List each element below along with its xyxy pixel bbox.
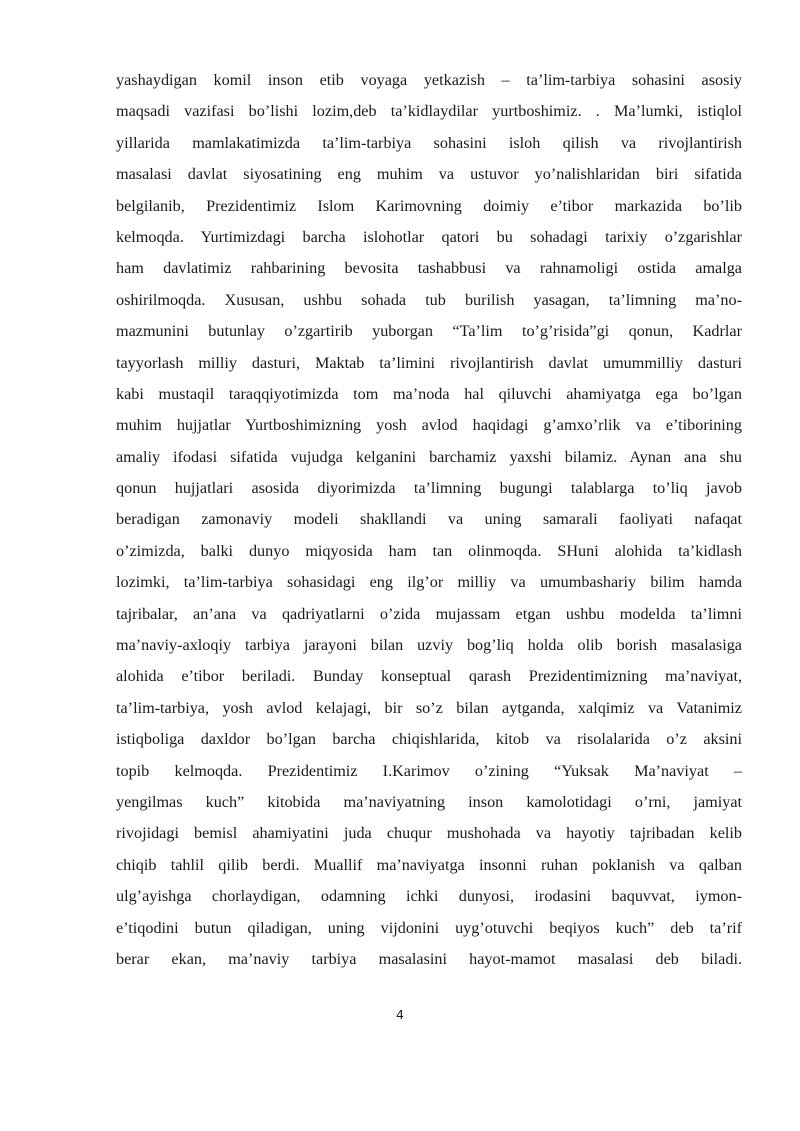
text-line: kelmoqda. Yurtimizdagi barcha islohotlar qatori bu sohadagi tarixiy o’zgarishlar — [116, 227, 742, 246]
text-line: berar ekan, ma’naviy tarbiya masalasini hayot-mamot masalasi deb biladi. — [116, 949, 742, 968]
text-line: belgilanib, Prezidentimiz Islom Karimovning doimiy e’tibor markazida bo’lib — [116, 196, 742, 215]
text-line: yashaydigan komil inson etib voyaga yetkazish – ta’lim-tarbiya sohasini asosiy — [116, 71, 742, 89]
text-line: lozimki, ta’lim-tarbiya sohasidagi eng ilg’or milliy va umumbashariy bilim hamda — [116, 573, 742, 592]
text-line: ta’lim-tarbiya, yosh avlod kelajagi, bir so’z bilan aytganda, xalqimiz va Vatanimiz — [116, 698, 742, 717]
text-line: tayyorlash milliy dasturi, Maktab ta’limini rivojlantirish davlat umummilliy dasturi — [116, 353, 742, 372]
text-line: yillarida mamlakatimizda ta’lim-tarbiya sohasini isloh qilish va rivojlantirish — [116, 133, 742, 152]
text-line: yengilmas kuch” kitobida ma’naviyatning inson kamolotidagi o’rni, jamiyat — [116, 792, 742, 811]
page-number: 4 — [396, 1007, 404, 1022]
text-line: kabi mustaqil taraqqiyotimizda tom ma’noda hal qiluvchi ahamiyatga ega bo’lgan — [116, 384, 742, 403]
body-text — [116, 65, 742, 975]
text-line: mazmunini butunlay o’zgartirib yuborgan “Ta’lim to’g’risida”gi qonun, Kadrlar — [116, 322, 742, 341]
text-line: masalasi davlat siyosatining eng muhim va ustuvor yo’nalishlaridan biri sifatida — [116, 165, 742, 184]
text-line: qonun hujjatlari asosida diyorimizda ta’limning bugungi talablarga to’liq javob — [116, 479, 742, 498]
text-line: ham davlatimiz rahbarining bevosita tashabbusi va rahnamoligi ostida amalga — [116, 259, 742, 278]
text-line: beradigan zamonaviy modeli shakllandi va uning samarali faoliyati nafaqat — [116, 510, 742, 529]
text-line: maqsadi vazifasi bo’lishi lozim,deb ta’kidlaydilar yurtboshimiz. . Ma’lumki, istiqlol — [116, 102, 742, 121]
text-line: ma’naviy-axloqiy tarbiya jarayoni bilan uzviy bog’liq holda olib borish masalasiga — [116, 636, 742, 655]
text-line: rivojidagi bemisl ahamiyatini juda chuqur mushohada va hayotiy tajribadan kelib — [116, 824, 742, 843]
text-line: muhim hujjatlar Yurtboshimizning yosh avlod haqidagi g’amxo’rlik va e’tiborining — [116, 416, 742, 435]
text-line: alohida e’tibor beriladi. Bunday konseptual qarash Prezidentimizning ma’naviyat, — [116, 667, 742, 686]
text-line: topib kelmoqda. Prezidentimiz I.Karimov o’zining “Yuksak Ma’naviyat – — [116, 761, 742, 780]
text-line: istiqboliga daxldor bo’lgan barcha chiqishlarida, kitob va risolalarida o’z aksini — [116, 730, 742, 749]
text-line: tajribalar, an’ana va qadriyatlarni o’zida mujassam etgan ushbu modelda ta’limni — [116, 604, 742, 623]
text-line: chiqib tahlil qilib berdi. Muallif ma’naviyatga insonni ruhan poklanish va qalban — [116, 855, 742, 874]
text-line: o’zimizda, balki dunyo miqyosida ham tan olinmoqda. SHuni alohida ta’kidlash — [116, 541, 742, 560]
text-line: ulg’ayishga chorlaydigan, odamning ichki dunyosi, irodasini baquvvat, iymon- — [116, 887, 742, 906]
text-line: oshirilmoqda. Xususan, ushbu sohada tub burilish yasagan, ta’limning ma’no- — [116, 290, 742, 309]
text-line: amaliy ifodasi sifatida vujudga kelganini barchamiz yaxshi bilamiz. Aynan ana shu — [116, 447, 742, 466]
text-line: e’tiqodini butun qiladigan, uning vijdonini uyg’otuvchi beqiyos kuch” deb ta’rif — [116, 918, 742, 937]
